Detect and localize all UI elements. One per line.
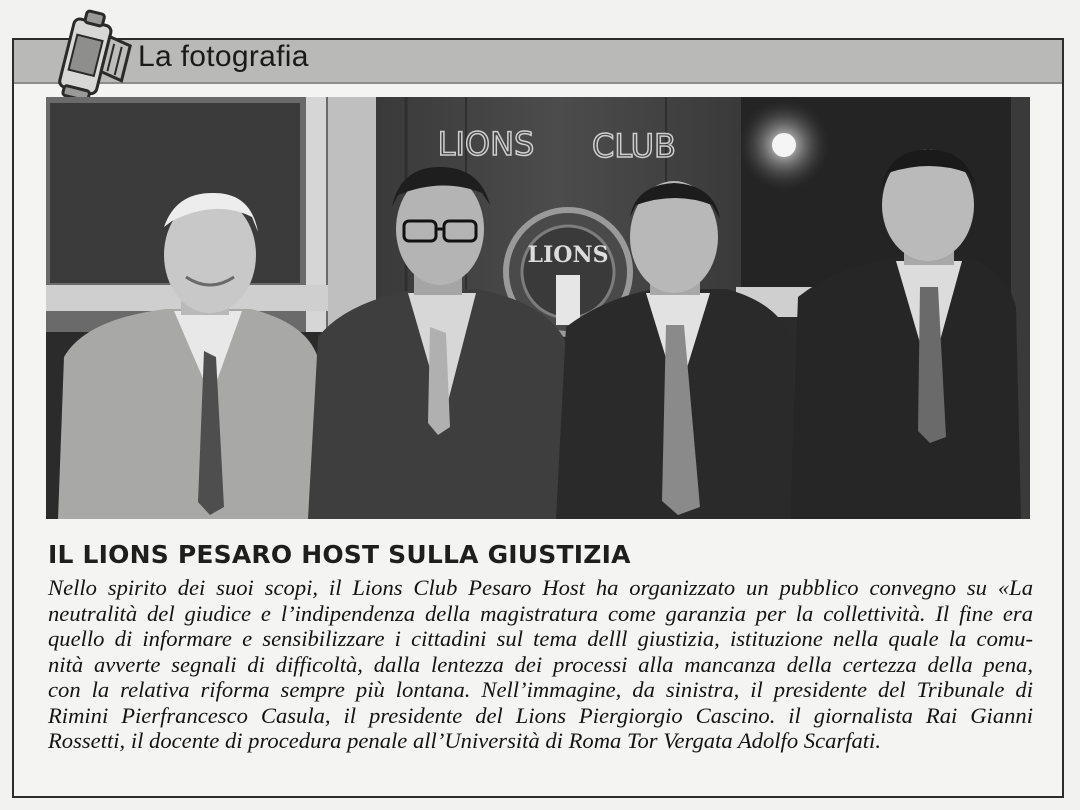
section-title: La fotografia bbox=[138, 40, 309, 73]
article-body bbox=[48, 575, 1033, 754]
emblem-text: LIONS bbox=[527, 242, 609, 268]
group-photo bbox=[46, 97, 1030, 519]
article-line: nità avverte segnali di difficoltà, dalla lentezza dei processi alla mancanza della certezza della pena, bbox=[48, 651, 1033, 677]
article-line: neutralità del giudice e l’indipendenza della magistratura come garanzia per la collettività. Il fine era bbox=[48, 600, 1033, 626]
article-headline: IL LIONS PESARO HOST SULLA GIUSTIZIA bbox=[48, 540, 631, 569]
article-line: Rimini Pierfrancesco Casula, il presidente del Lions Piergiorgio Cascino. il giornalista Rai Gianni bbox=[48, 702, 1033, 728]
film-roll-icon bbox=[42, 8, 134, 106]
article-line: quello di informare e sensibilizzare i cittadini sul tema delll giustizia, istituzione nella quale la comu- bbox=[48, 626, 1033, 651]
article-line: Nello spirito dei suoi scopi, il Lions Club Pesaro Host ha organizzato un pubblico convegno su «La bbox=[48, 575, 1033, 600]
article-line: Rossetti, il docente di procedura penale all’Università di Roma Tor Vergata Adolfo Scarfati. bbox=[48, 728, 881, 753]
banner-text-right: CLUB bbox=[592, 127, 676, 165]
article-line: con la relativa riforma sempre più lontana. Nell’immagine, da sinistra, il presidente del Tribunale di bbox=[48, 677, 1033, 702]
banner-text-left: LIONS bbox=[437, 125, 535, 163]
